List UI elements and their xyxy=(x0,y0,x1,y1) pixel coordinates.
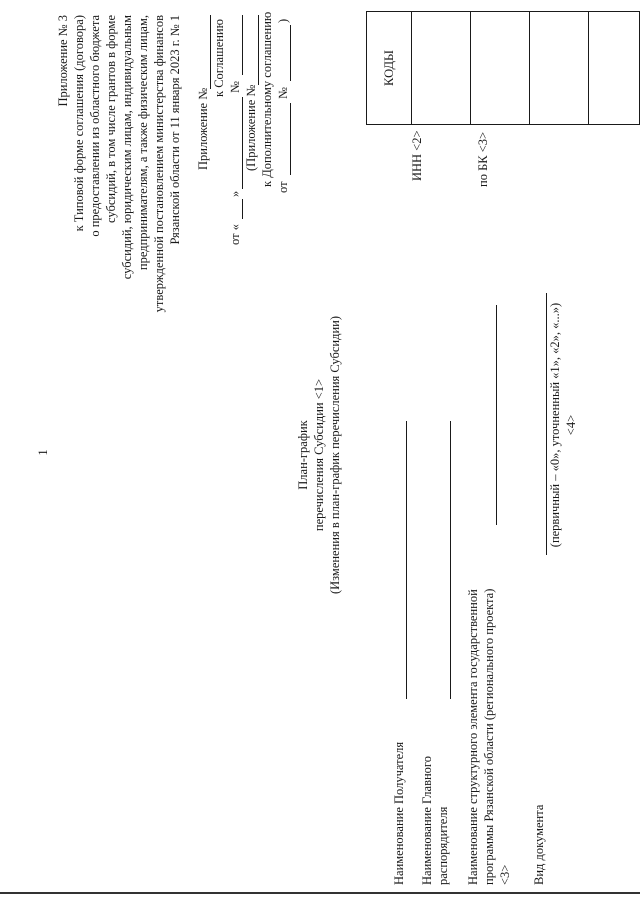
appendix-line: предпринимателям, а также физическим лицам, xyxy=(136,15,150,271)
appendix-line: субсидий, в том числе грантов в форме xyxy=(104,15,118,223)
scan-edge-line xyxy=(0,892,640,894)
appendix-line: Приложение № 3 xyxy=(56,15,70,107)
element-label-1: Наименование структурного элемента государственной xyxy=(466,589,480,885)
appendix-line: субсидий, юридическим лицам, индивидуальным xyxy=(120,15,134,280)
blank-line xyxy=(290,25,291,81)
element-value-line[interactable] xyxy=(496,305,497,525)
element-label-3: <3> xyxy=(498,864,512,885)
code-cell-doc-type[interactable] xyxy=(589,12,640,125)
number-sign-2: № xyxy=(276,87,290,99)
doc-type-hint-1: (первичный – «0», уточненный «1», «2», «...») xyxy=(548,302,562,548)
blank-line xyxy=(210,15,211,89)
appendix-line: о предоставлении из областного бюджета xyxy=(88,15,102,237)
date-prefix: от « xyxy=(228,224,242,245)
codes-header: КОДЫ xyxy=(367,12,412,125)
codes-table xyxy=(366,11,640,125)
code-cell-manager[interactable] xyxy=(471,12,530,125)
title-line-1: План-график xyxy=(296,420,310,490)
doc-type-hint-2: <4> xyxy=(564,414,578,436)
appendix-number-label: Приложение № xyxy=(196,87,210,170)
recipient-label: Наименование Получателя xyxy=(392,741,406,885)
recipient-value-line[interactable] xyxy=(406,421,407,699)
title-line-3: (Изменения в план-график перечисления Субсидии) xyxy=(328,315,342,595)
date-quote: » xyxy=(228,190,242,197)
manager-value-line[interactable] xyxy=(450,421,451,699)
title-line-2: перечисления Субсидии <1> xyxy=(312,378,326,532)
agreement-label: к Соглашению xyxy=(212,19,226,97)
manager-label-2: распорядителя xyxy=(436,806,450,885)
blank-line xyxy=(242,199,243,219)
appendix-line: к Типовой форме соглашения (договора) xyxy=(72,15,86,232)
doc-type-value-line[interactable] xyxy=(546,293,547,555)
date-prefix-2: от xyxy=(276,181,290,193)
doc-type-label: Вид документа xyxy=(532,804,546,885)
inn-label: ИНН <2> xyxy=(410,130,424,181)
blank-line xyxy=(290,103,291,175)
bk-label: по БК <3> xyxy=(476,131,490,187)
element-label-2: программы Рязанской области (регионального проекта) xyxy=(482,588,496,885)
appendix-line: утвержденной постановлением министерства финансов xyxy=(152,15,166,313)
manager-label-1: Наименование Главного xyxy=(420,756,434,885)
blank-line xyxy=(242,97,243,189)
blank-line xyxy=(242,15,243,75)
number-sign: № xyxy=(228,81,242,93)
closing-paren: ) xyxy=(276,18,290,23)
code-cell-bk[interactable] xyxy=(530,12,589,125)
additional-agreement-label: к Дополнительному соглашению xyxy=(260,11,274,187)
page-number: 1 xyxy=(36,449,50,456)
appendix-paren-label: (Приложение № xyxy=(244,84,258,171)
blank-line xyxy=(258,15,259,85)
code-cell-inn[interactable] xyxy=(412,12,471,125)
appendix-line: Рязанской области от 11 января 2023 г. № 1 xyxy=(168,15,182,245)
